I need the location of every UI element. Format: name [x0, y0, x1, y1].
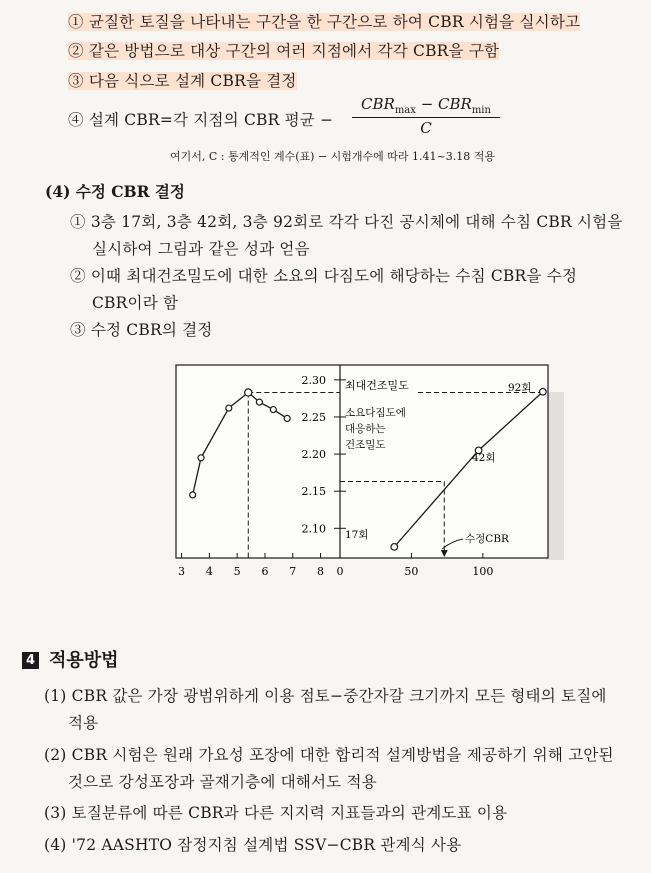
compaction-point — [245, 389, 252, 396]
section-item: CBR이라 함 — [92, 294, 179, 312]
blow-label-42: 42회 — [472, 452, 496, 464]
apply-item: (3) 토질분류에 따른 CBR과 다른 지지력 지표들과의 관계도표 이용 — [44, 804, 508, 822]
formula-note: 여기서, C : 통계적인 계수(표) − 시험개수에 따라 1.41~3.18 적용 — [170, 150, 495, 163]
cbr-point — [540, 388, 547, 395]
y-tick-label: 2.20 — [301, 448, 326, 462]
section-item: 실시하여 그림과 같은 성과 얻음 — [92, 240, 310, 258]
compaction-point — [198, 455, 204, 461]
apply-item: (4) '72 AASHTO 잠정지침 설계법 SSV−CBR 관계식 사용 — [44, 836, 462, 854]
compaction-point — [270, 407, 276, 413]
y-tick-label: 2.15 — [301, 485, 326, 499]
required-density-label: 소요다짐도에 — [345, 407, 406, 419]
x-tick-label: 6 — [261, 565, 269, 578]
cbr-chart — [0, 355, 651, 615]
x-tick-label: 7 — [289, 565, 297, 578]
x-tick-label: 4 — [205, 565, 213, 578]
section-title: 4 적용방법 — [22, 646, 119, 672]
x-tick-label: 100 — [472, 565, 494, 578]
section-badge: 4 — [22, 652, 39, 669]
x-tick-label: 50 — [404, 565, 419, 578]
required-density-label: 대응하는 — [345, 423, 386, 435]
method-step-1: ① 균질한 토질을 나타내는 구간을 한 구간으로 하여 CBR 시험을 실시하고 — [68, 13, 581, 31]
required-density-label: 건조밀도 — [345, 439, 386, 451]
fraction-bar — [352, 117, 500, 118]
compaction-point — [190, 492, 196, 498]
y-tick-label: 2.30 — [301, 373, 326, 387]
apply-item: (2) CBR 시험은 원래 가요성 포장에 대한 합리적 설계방법을 제공하기 위해 고안된 — [44, 746, 614, 764]
apply-item: 것으로 강성포장과 골재기층에 대해서도 적용 — [68, 773, 377, 791]
x-tick-label: 8 — [317, 565, 325, 578]
method-step-2: ② 같은 방법으로 대상 구간의 여러 지점에서 각각 CBR을 구함 — [68, 42, 500, 60]
section-item: ① 3층 17회, 3층 42회, 3층 92회로 각각 다진 공시체에 대해 수침 CBR 시험을 — [70, 213, 623, 231]
modified-cbr-label: 수정CBR — [465, 533, 509, 545]
formula-denominator: C — [420, 119, 432, 137]
page-shadow — [546, 392, 564, 560]
compaction-point — [226, 405, 232, 411]
y-tick-label: 2.25 — [301, 410, 326, 424]
section-item: ② 이때 최대건조밀도에 대한 소요의 다짐도에 해당하는 수침 CBR을 수정 — [70, 267, 578, 285]
compaction-point — [284, 415, 290, 421]
cbr-point — [391, 544, 398, 551]
apply-item: (1) CBR 값은 가장 광범위하게 이용 점토−중간자갈 크기까지 모든 형태의 토질에 — [44, 687, 607, 705]
x-tick-label: 3 — [178, 565, 186, 578]
compaction-point — [256, 399, 262, 405]
y-tick-label: 2.10 — [301, 522, 326, 536]
method-step-3: ③ 다음 식으로 설계 CBR을 결정 — [68, 72, 297, 90]
blow-label-92: 92회 — [508, 382, 532, 394]
formula-prefix: ④ 설계 CBR=각 지점의 CBR 평균 − — [68, 111, 334, 129]
section-heading: (4) 수정 CBR 결정 — [45, 182, 185, 201]
blow-label-17: 17회 — [345, 529, 369, 541]
section-item: ③ 수정 CBR의 결정 — [70, 321, 213, 339]
formula-numerator: $CBR_{max} - CBR_{min}$ — [361, 95, 491, 116]
x-tick-label: 0 — [336, 565, 344, 578]
x-tick-label: 5 — [233, 565, 241, 578]
max-dry-density-label: 최대건조밀도 — [345, 379, 409, 392]
apply-item: 적용 — [68, 714, 99, 732]
